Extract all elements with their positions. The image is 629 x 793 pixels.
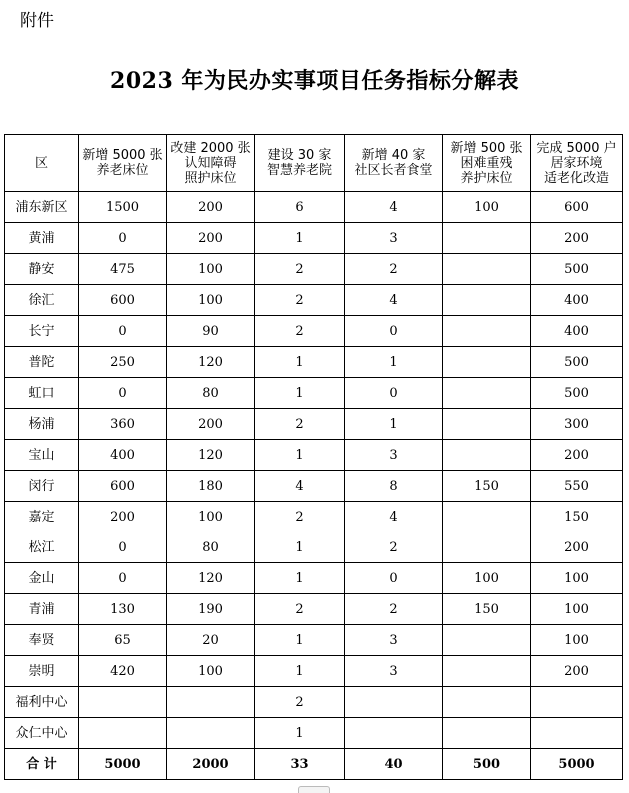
value-cell: 1 — [255, 656, 345, 687]
table-row — [5, 440, 623, 471]
value-cell: 4 — [345, 502, 443, 533]
value-cell — [443, 223, 531, 254]
value-cell: 600 — [79, 471, 167, 502]
value-cell: 1 — [255, 718, 345, 749]
value-cell: 0 — [345, 563, 443, 594]
table-row — [5, 285, 623, 316]
table-row — [5, 625, 623, 656]
value-cell — [443, 409, 531, 440]
header-district: 区 — [5, 135, 79, 192]
district-cell: 虹口 — [5, 378, 79, 409]
value-cell: 200 — [167, 192, 255, 223]
value-cell: 0 — [79, 563, 167, 594]
table-row — [5, 502, 623, 533]
value-cell: 2 — [255, 316, 345, 347]
value-cell: 400 — [79, 440, 167, 471]
table-row — [5, 254, 623, 285]
district-cell: 静安 — [5, 254, 79, 285]
value-cell: 80 — [167, 378, 255, 409]
header-elderly-beds: 新增 5000 张 养老床位 — [79, 135, 167, 192]
table-row — [5, 316, 623, 347]
value-cell: 80 — [167, 532, 255, 563]
district-cell: 闵行 — [5, 471, 79, 502]
value-cell: 2 — [255, 502, 345, 533]
value-cell: 400 — [531, 285, 623, 316]
value-cell: 100 — [443, 563, 531, 594]
value-cell: 360 — [79, 409, 167, 440]
value-cell: 475 — [79, 254, 167, 285]
district-cell: 徐汇 — [5, 285, 79, 316]
value-cell: 550 — [531, 471, 623, 502]
value-cell — [443, 440, 531, 471]
value-cell: 200 — [79, 502, 167, 533]
value-cell: 8 — [345, 471, 443, 502]
value-cell: 120 — [167, 347, 255, 378]
table-row — [5, 687, 623, 718]
value-cell: 2 — [255, 594, 345, 625]
table-row — [5, 347, 623, 378]
value-cell: 2 — [345, 594, 443, 625]
value-cell: 0 — [79, 532, 167, 563]
value-cell — [443, 285, 531, 316]
value-cell — [443, 656, 531, 687]
value-cell: 200 — [531, 223, 623, 254]
table-row — [5, 471, 623, 502]
header-canteens: 新增 40 家 社区长者食堂 — [345, 135, 443, 192]
total-cell: 40 — [345, 749, 443, 780]
district-cell: 金山 — [5, 563, 79, 594]
value-cell: 200 — [531, 656, 623, 687]
value-cell: 180 — [167, 471, 255, 502]
value-cell: 1 — [255, 563, 345, 594]
value-cell: 2 — [345, 532, 443, 563]
value-cell: 200 — [167, 409, 255, 440]
total-label: 合 计 — [5, 749, 79, 780]
value-cell — [443, 687, 531, 718]
value-cell: 4 — [345, 285, 443, 316]
district-cell: 普陀 — [5, 347, 79, 378]
value-cell: 1 — [255, 440, 345, 471]
value-cell: 200 — [531, 532, 623, 563]
value-cell — [167, 718, 255, 749]
value-cell: 100 — [167, 656, 255, 687]
value-cell: 150 — [443, 594, 531, 625]
value-cell: 420 — [79, 656, 167, 687]
value-cell — [443, 625, 531, 656]
value-cell: 2 — [255, 254, 345, 285]
task-breakdown-table — [4, 134, 623, 780]
value-cell: 1 — [345, 409, 443, 440]
value-cell: 4 — [255, 471, 345, 502]
value-cell: 4 — [345, 192, 443, 223]
value-cell: 100 — [531, 625, 623, 656]
total-cell: 5000 — [79, 749, 167, 780]
value-cell: 150 — [531, 502, 623, 533]
header-disabled-beds: 新增 500 张 困难重残 养护床位 — [443, 135, 531, 192]
value-cell: 200 — [167, 223, 255, 254]
value-cell — [167, 687, 255, 718]
value-cell: 0 — [79, 316, 167, 347]
table-row — [5, 563, 623, 594]
district-cell: 松江 — [5, 532, 79, 563]
value-cell: 3 — [345, 656, 443, 687]
table-row — [5, 192, 623, 223]
value-cell: 1 — [255, 625, 345, 656]
total-cell: 500 — [443, 749, 531, 780]
value-cell: 1 — [255, 223, 345, 254]
value-cell — [443, 502, 531, 533]
page-title: 2023 年为民办实事项目任务指标分解表 — [110, 68, 519, 94]
table-row — [5, 718, 623, 749]
value-cell: 150 — [443, 471, 531, 502]
value-cell: 500 — [531, 378, 623, 409]
value-cell: 2 — [255, 687, 345, 718]
header-smart-homes: 建设 30 家 智慧养老院 — [255, 135, 345, 192]
value-cell: 120 — [167, 440, 255, 471]
value-cell: 90 — [167, 316, 255, 347]
value-cell — [443, 532, 531, 563]
value-cell: 6 — [255, 192, 345, 223]
value-cell: 1500 — [79, 192, 167, 223]
value-cell: 300 — [531, 409, 623, 440]
value-cell: 0 — [79, 223, 167, 254]
value-cell: 100 — [167, 285, 255, 316]
value-cell: 120 — [167, 563, 255, 594]
value-cell: 3 — [345, 440, 443, 471]
total-cell: 5000 — [531, 749, 623, 780]
table-row — [5, 656, 623, 687]
value-cell: 130 — [79, 594, 167, 625]
total-cell: 2000 — [167, 749, 255, 780]
value-cell: 100 — [531, 594, 623, 625]
district-cell: 崇明 — [5, 656, 79, 687]
table-row — [5, 223, 623, 254]
value-cell: 600 — [531, 192, 623, 223]
value-cell: 600 — [79, 285, 167, 316]
value-cell: 500 — [531, 347, 623, 378]
value-cell: 2 — [345, 254, 443, 285]
value-cell: 100 — [167, 502, 255, 533]
header-dementia-beds: 改建 2000 张 认知障碍 照护床位 — [167, 135, 255, 192]
value-cell: 0 — [345, 316, 443, 347]
total-cell: 33 — [255, 749, 345, 780]
total-row — [5, 749, 623, 780]
value-cell: 1 — [255, 532, 345, 563]
value-cell: 100 — [531, 563, 623, 594]
table-row — [5, 532, 623, 563]
value-cell: 500 — [531, 254, 623, 285]
value-cell: 65 — [79, 625, 167, 656]
value-cell: 190 — [167, 594, 255, 625]
header-home-renovation: 完成 5000 户 居家环境 适老化改造 — [531, 135, 623, 192]
value-cell: 3 — [345, 223, 443, 254]
district-cell: 嘉定 — [5, 502, 79, 533]
value-cell: 1 — [255, 347, 345, 378]
value-cell: 3 — [345, 625, 443, 656]
value-cell: 400 — [531, 316, 623, 347]
value-cell — [531, 687, 623, 718]
value-cell: 100 — [167, 254, 255, 285]
value-cell — [79, 687, 167, 718]
district-cell: 长宁 — [5, 316, 79, 347]
district-cell: 宝山 — [5, 440, 79, 471]
value-cell — [345, 718, 443, 749]
value-cell: 0 — [345, 378, 443, 409]
value-cell — [443, 254, 531, 285]
value-cell — [443, 718, 531, 749]
table-row — [5, 409, 623, 440]
district-cell: 众仁中心 — [5, 718, 79, 749]
value-cell: 1 — [255, 378, 345, 409]
district-cell: 杨浦 — [5, 409, 79, 440]
value-cell: 100 — [443, 192, 531, 223]
value-cell — [443, 316, 531, 347]
value-cell — [345, 687, 443, 718]
value-cell: 20 — [167, 625, 255, 656]
value-cell: 250 — [79, 347, 167, 378]
attachment-label: 附件 — [20, 11, 54, 31]
district-cell: 青浦 — [5, 594, 79, 625]
district-cell: 奉贤 — [5, 625, 79, 656]
value-cell: 2 — [255, 409, 345, 440]
value-cell — [443, 378, 531, 409]
value-cell — [443, 347, 531, 378]
value-cell: 200 — [531, 440, 623, 471]
district-cell: 黄浦 — [5, 223, 79, 254]
header-row — [5, 135, 623, 192]
table-row — [5, 378, 623, 409]
value-cell: 1 — [345, 347, 443, 378]
value-cell: 2 — [255, 285, 345, 316]
value-cell: 0 — [79, 378, 167, 409]
district-cell: 浦东新区 — [5, 192, 79, 223]
value-cell — [79, 718, 167, 749]
district-cell: 福利中心 — [5, 687, 79, 718]
table-row — [5, 594, 623, 625]
value-cell — [531, 718, 623, 749]
